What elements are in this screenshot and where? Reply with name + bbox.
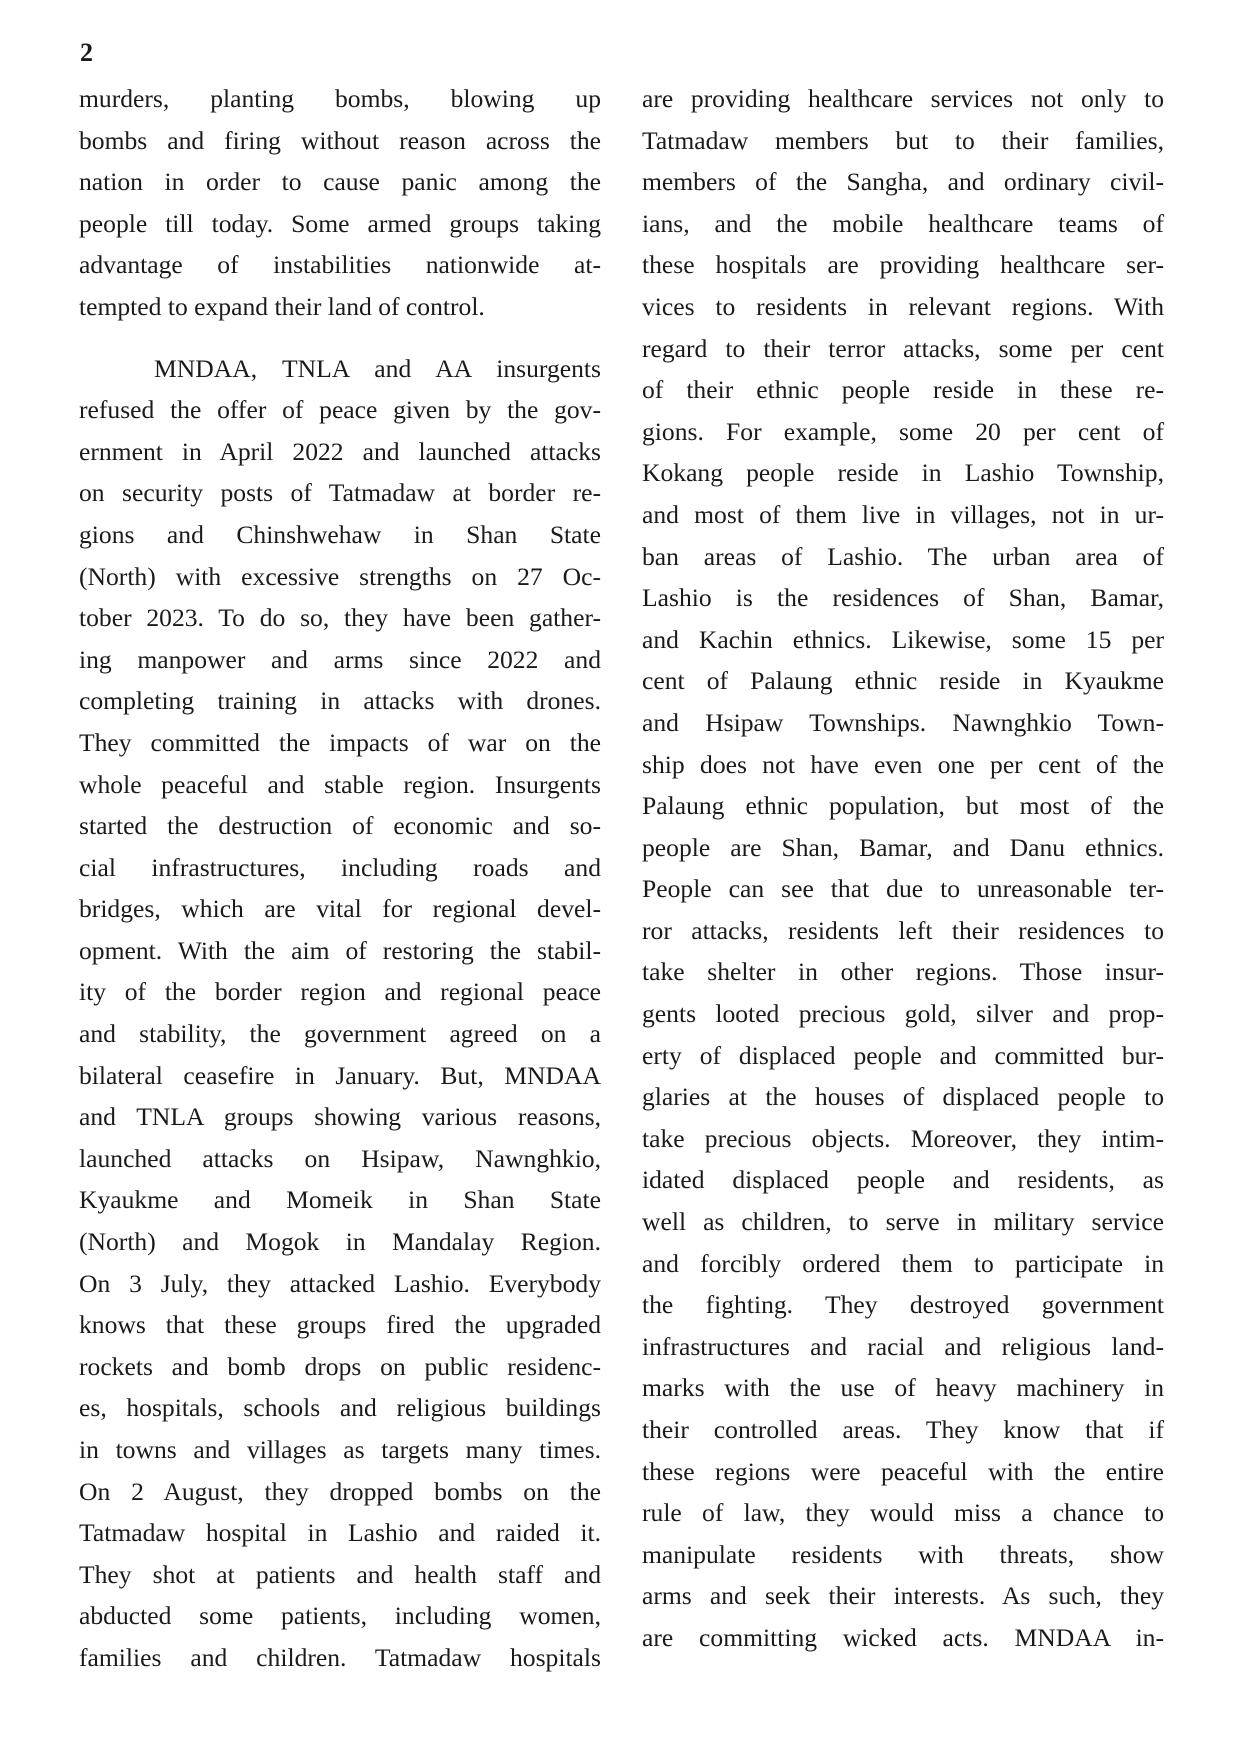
- text-line: They committed the impacts of war on the: [79, 727, 601, 757]
- text-line: rule of law, they would miss a chance to: [642, 1498, 1164, 1528]
- text-line: these regions were peaceful with the entire: [642, 1456, 1164, 1486]
- text-line: nation in order to cause panic among the: [79, 167, 601, 197]
- text-line: erty of displaced people and committed bur-: [642, 1040, 1164, 1070]
- text-line: and TNLA groups showing various reasons,: [79, 1102, 601, 1132]
- text-line: People can see that due to unreasonable ter-: [642, 874, 1164, 904]
- text-line: ernment in April 2022 and launched attacks: [79, 436, 601, 466]
- text-line: rockets and bomb drops on public residenc-: [79, 1351, 601, 1381]
- text-line: manipulate residents with threats, show: [642, 1539, 1164, 1569]
- text-line: and most of them live in villages, not in ur-: [642, 499, 1164, 529]
- text-line: es, hospitals, schools and religious buildings: [79, 1393, 601, 1423]
- text-line: and Kachin ethnics. Likewise, some 15 per: [642, 624, 1164, 654]
- text-line: started the destruction of economic and so-: [79, 811, 601, 841]
- right-column: [642, 78, 1164, 1659]
- text-line: ity of the border region and regional peace: [79, 977, 601, 1007]
- text-line: Lashio is the residences of Shan, Bamar,: [642, 583, 1164, 613]
- text-line: take shelter in other regions. Those insur-: [642, 957, 1164, 987]
- page-number: 2: [80, 38, 93, 67]
- text-line: (North) and Mogok in Mandalay Region.: [79, 1227, 601, 1257]
- text-line: Tatmadaw hospital in Lashio and raided it.: [79, 1518, 601, 1548]
- text-line: On 3 July, they attacked Lashio. Everybody: [79, 1268, 601, 1298]
- text-line: vices to residents in relevant regions. With: [642, 291, 1164, 321]
- text-line: cial infrastructures, including roads and: [79, 852, 601, 882]
- text-line: in towns and villages as targets many times.: [79, 1435, 601, 1464]
- text-line: knows that these groups fired the upgraded: [79, 1310, 601, 1340]
- text-line: MNDAA, TNLA and AA insurgents: [154, 353, 601, 383]
- text-line: launched attacks on Hsipaw, Nawnghkio,: [79, 1143, 601, 1173]
- text-line: of their ethnic people reside in these re-: [642, 375, 1164, 405]
- text-line: members of the Sangha, and ordinary civil-: [642, 167, 1164, 197]
- left-column: [79, 78, 601, 1679]
- text-line: gents looted precious gold, silver and prop-: [642, 999, 1164, 1029]
- text-line: ians, and the mobile healthcare teams of: [642, 208, 1164, 238]
- text-line: tober 2023. To do so, they have been gather-: [79, 603, 601, 633]
- text-line: completing training in attacks with drones.: [79, 686, 601, 716]
- text-line: arms and seek their interests. As such, they: [642, 1581, 1164, 1611]
- text-line: gions and Chinshwehaw in Shan State: [79, 519, 601, 549]
- text-line: and stability, the government agreed on a: [79, 1019, 601, 1049]
- text-line: bridges, which are vital for regional devel-: [79, 894, 601, 924]
- text-line: on security posts of Tatmadaw at border re-: [79, 478, 601, 508]
- text-line: refused the offer of peace given by the gov-: [79, 395, 601, 425]
- text-line: gions. For example, some 20 per cent of: [642, 416, 1164, 446]
- text-line: their controlled areas. They know that if: [642, 1415, 1164, 1444]
- text-line: and Hsipaw Townships. Nawnghkio Town-: [642, 707, 1164, 737]
- text-line: bombs and firing without reason across the: [79, 125, 601, 155]
- paragraph: [79, 78, 601, 328]
- text-line: people till today. Some armed groups taking: [79, 208, 601, 238]
- text-line: marks with the use of heavy machinery in: [642, 1373, 1164, 1403]
- paragraph: [79, 348, 601, 1679]
- paragraph: [642, 78, 1164, 1659]
- text-line: cent of Palaung ethnic reside in Kyaukme: [642, 666, 1164, 696]
- text-line: bilateral ceasefire in January. But, MNDAA: [79, 1060, 601, 1090]
- text-line: opment. With the aim of restoring the stabil-: [79, 935, 601, 965]
- text-line: whole peaceful and stable region. Insurgents: [79, 769, 601, 799]
- text-line: families and children. Tatmadaw hospitals: [79, 1642, 601, 1672]
- text-line: the fighting. They destroyed government: [642, 1290, 1164, 1320]
- text-line: take precious objects. Moreover, they intim-: [642, 1123, 1164, 1153]
- text-line: ror attacks, residents left their residences to: [642, 915, 1164, 945]
- text-line: ship does not have even one per cent of the: [642, 749, 1164, 779]
- text-line: (North) with excessive strengths on 27 Oc-: [79, 561, 601, 591]
- text-line: are committing wicked acts. MNDAA in-: [642, 1622, 1164, 1652]
- text-line: regard to their terror attacks, some per cent: [642, 333, 1164, 363]
- text-line: tempted to expand their land of control.: [79, 291, 485, 321]
- text-line: Palaung ethnic population, but most of the: [642, 791, 1164, 821]
- text-line: advantage of instabilities nationwide at-: [79, 250, 601, 280]
- text-line: On 2 August, they dropped bombs on the: [79, 1476, 601, 1506]
- text-line: Tatmadaw members but to their families,: [642, 125, 1164, 155]
- text-line: infrastructures and racial and religious land-: [642, 1331, 1164, 1361]
- text-line: ban areas of Lashio. The urban area of: [642, 541, 1164, 571]
- text-line: well as children, to serve in military service: [642, 1207, 1164, 1237]
- text-line: idated displaced people and residents, as: [642, 1165, 1164, 1195]
- text-line: glaries at the houses of displaced people to: [642, 1082, 1164, 1112]
- text-line: Kokang people reside in Lashio Township,: [642, 458, 1164, 488]
- text-line: ing manpower and arms since 2022 and: [79, 644, 601, 674]
- text-line: abducted some patients, including women,: [79, 1601, 601, 1631]
- text-line: these hospitals are providing healthcare ser-: [642, 250, 1164, 280]
- text-line: murders, planting bombs, blowing up: [79, 84, 601, 113]
- text-line: Kyaukme and Momeik in Shan State: [79, 1185, 601, 1215]
- text-line: people are Shan, Bamar, and Danu ethnics.: [642, 832, 1164, 862]
- text-line: are providing healthcare services not only to: [642, 84, 1164, 113]
- text-line: and forcibly ordered them to participate in: [642, 1248, 1164, 1278]
- text-line: They shot at patients and health staff and: [79, 1559, 601, 1589]
